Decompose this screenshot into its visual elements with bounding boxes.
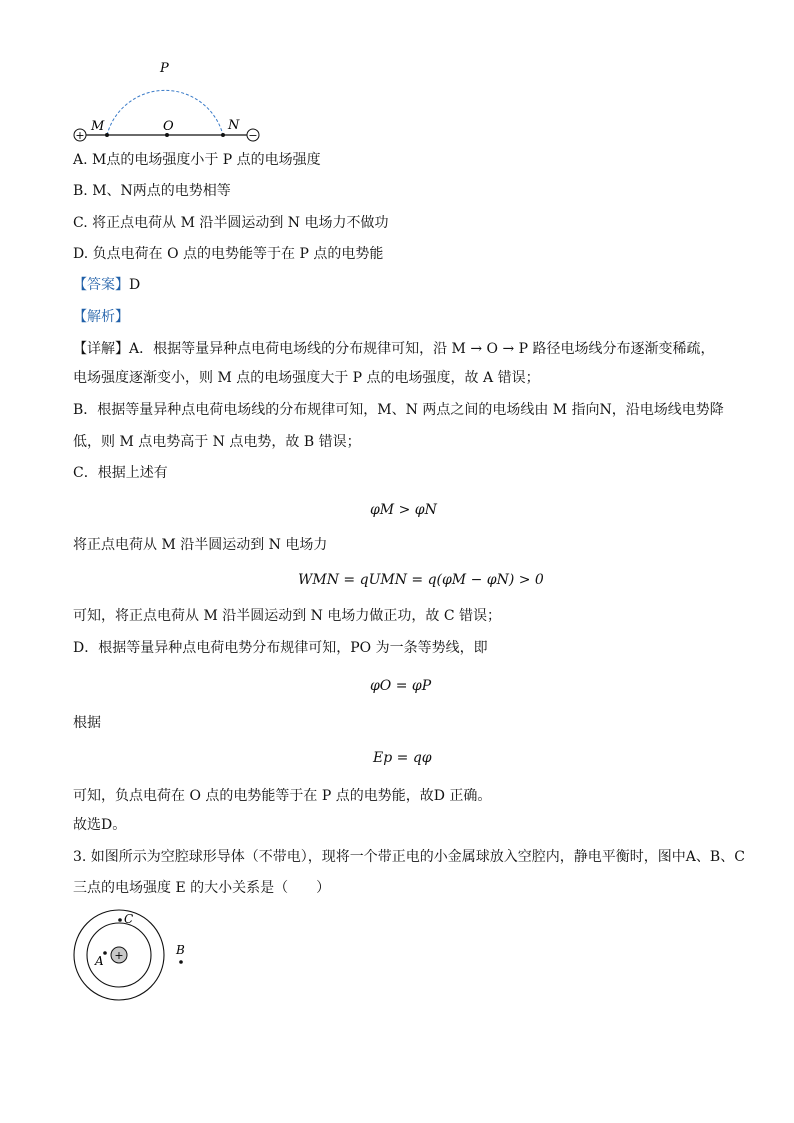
option-c: C. 将正点电荷从 M 沿半圆运动到 N 电场力不做功	[73, 215, 389, 231]
label-n: N	[228, 118, 240, 133]
analysis-line	[73, 307, 129, 327]
label-o: O	[163, 119, 174, 134]
spherical-shell-figure	[66, 908, 206, 1008]
equation-work: WMN = qUMN = q(φM − φN) > 0	[298, 572, 544, 588]
label-p: P	[160, 61, 169, 76]
label-a: A	[95, 954, 104, 968]
point-n	[221, 133, 225, 137]
option-a: A. M点的电场强度小于 P 点的电场强度	[73, 152, 321, 168]
equation-phi-o-eq-phi-p: φO = φP	[370, 678, 432, 694]
charges-figure	[70, 58, 270, 148]
analysis-text-b2: 低，则 M 点电势高于 N 点电势，故 B 错误；	[73, 434, 361, 450]
label-m: M	[91, 119, 105, 134]
q3-stem-line-1: 3. 如图所示为空腔球形导体（不带电），现将一个带正电的小金属球放入空腔内，静电平衡时，图中A、B、C	[73, 849, 745, 865]
analysis-text-a2: 电场强度逐渐变小，则 M 点的电场强度大于 P 点的电场强度，故 A 错误；	[73, 370, 540, 386]
point-a	[103, 951, 107, 955]
point-b	[179, 960, 183, 964]
analysis-text-d3: 可知，负点电荷在 O 点的电势能等于在 P 点的电势能，故D 正确。	[73, 788, 492, 804]
answer-tag: 【答案】	[73, 277, 129, 293]
label-c: C	[124, 912, 134, 926]
analysis-text-a1: A．根据等量异种点电荷电场线的分布规律可知，沿 M → O → P 路径电场线分布逐渐变稀疏，	[129, 341, 715, 357]
equation-phi-m-gt-phi-n: φM > φN	[370, 502, 437, 518]
label-b: B	[176, 943, 185, 957]
analysis-tag: 【解析】	[73, 309, 129, 325]
analysis-text-d2: 根据	[73, 715, 101, 731]
metal-ball-sign: +	[114, 949, 124, 962]
point-c	[118, 918, 122, 922]
equation-potential-energy: Ep = qφ	[373, 750, 432, 766]
q3-stem-line-2: 三点的电场强度 E 的大小关系是（ ）	[73, 880, 331, 896]
option-b: B. M、N两点的电势相等	[73, 183, 231, 199]
analysis-text-c2: 将正点电荷从 M 沿半圆运动到 N 电场力	[73, 537, 328, 553]
detail-tag: 【详解】	[73, 341, 129, 357]
positive-sign: +	[75, 129, 85, 142]
detail-line-1	[73, 339, 715, 359]
analysis-text-d1: D．根据等量异种点电荷电势分布规律可知，PO 为一条等势线，即	[73, 640, 488, 656]
point-m	[105, 133, 109, 137]
negative-sign: −	[248, 129, 258, 142]
option-d: D. 负点电荷在 O 点的电势能等于在 P 点的电势能	[73, 246, 384, 262]
final-choice: 故选D。	[73, 817, 127, 833]
answer-value: D	[129, 277, 141, 293]
analysis-text-c1: C．根据上述有	[73, 465, 168, 481]
answer-line	[73, 275, 140, 295]
analysis-text-b1: B．根据等量异种点电荷电场线的分布规律可知，M、N 两点之间的电场线由 M 指向N，沿电场线电势降	[73, 402, 724, 418]
analysis-text-c3: 可知，将正点电荷从 M 沿半圆运动到 N 电场力做正功，故 C 错误；	[73, 608, 501, 624]
